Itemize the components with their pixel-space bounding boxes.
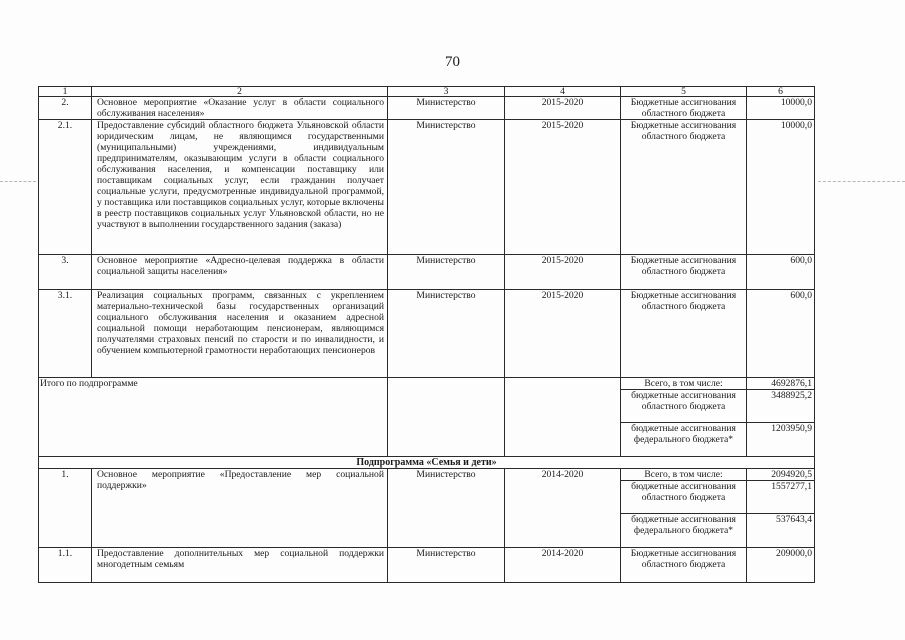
row-name: Основное мероприятие «Адресно-целевая поддержка в области социальной защиты населения» [92,255,388,290]
row-executor: Министерство [388,97,505,120]
table-row [39,255,815,290]
header-row [39,87,815,97]
row-name: Основное мероприятие «Оказание услуг в области социального обслуживания населения» [92,97,388,120]
subprogram-row [39,457,815,469]
row-executor: Министерство [388,548,505,583]
row-name: Реализация социальных программ, связанных с укреплением материально-технической базы государственных организаций социального обслуживания населения и оказанием адресной социальной помощи неработающим пенсионерам, являющимся получателями страховых пенсий по старости и по инвалидности, и обучением компьютерной грамотности неработающих пенсионеров [92,290,388,378]
row-name: Предоставление субсидий областного бюджета Ульяновской области юридическим лицам, не являющимся государственными (муниципальными) учреждениями, индивидуальным предпринимателям, оказывающим услуги в области социального обслуживания населения, и компенсации поставщику или поставщикам социальных услуг, если гражданин получает социальные услуги, предусмотренные индивидуальной программой, у поставщика или поставщиков социальных услуг, которые включены в реестр поставщиков социальных услуг Ульяновской области, но не участвуют в выполнении государственного задания (заказа) [92,120,388,255]
row-source: Бюджетные ассигнования областного бюджета [621,120,747,255]
row-executor: Министерство [388,120,505,255]
family-federal-amount: 537643,4 [747,514,815,548]
total-row [39,378,815,390]
table-row [39,548,815,583]
scan-dash-right [818,181,905,182]
row-number: 2. [39,97,92,120]
header-col-2: 2 [92,87,388,97]
header-col-4: 4 [505,87,621,97]
family-all-label: Всего, в том числе: [621,469,747,481]
total-period-empty [505,378,621,457]
row-source: Бюджетные ассигнования областного бюджета [621,290,747,378]
row-amount: 209000,0 [747,548,815,583]
row-amount: 10000,0 [747,120,815,255]
row-period: 2015-2020 [505,120,621,255]
total-all-amount: 4692876,1 [747,378,815,390]
total-federal-label: бюджетные ассигнования федерального бюджета* [621,423,747,457]
header-col-1: 1 [39,87,92,97]
total-federal-amount: 1203950,9 [747,423,815,457]
row-name: Основное мероприятие «Предоставление мер социальной поддержки» [92,469,388,548]
total-executor-empty [388,378,505,457]
table-row [39,290,815,378]
family-all-amount: 2094920,5 [747,469,815,481]
row-period: 2015-2020 [505,97,621,120]
row-amount: 600,0 [747,290,815,378]
family-regional-label: бюджетные ассигнования областного бюджета [621,481,747,514]
row-number: 3.1. [39,290,92,378]
row-number: 3. [39,255,92,290]
total-regional-amount: 3488925,2 [747,390,815,423]
row-period: 2015-2020 [505,290,621,378]
row-amount: 600,0 [747,255,815,290]
row-executor: Министерство [388,290,505,378]
row-source: Бюджетные ассигнования областного бюджета [621,255,747,290]
family-row [39,469,815,481]
subprogram-title: Подпрограмма «Семья и дети» [39,457,815,469]
row-period: 2014-2020 [505,548,621,583]
total-regional-label: бюджетные ассигнования областного бюджета [621,390,747,423]
total-all-label: Всего, в том числе: [621,378,747,390]
budget-table [38,86,815,583]
family-regional-amount: 1557277,1 [747,481,815,514]
header-col-5: 5 [621,87,747,97]
table-row [39,97,815,120]
row-source: Бюджетные ассигнования областного бюджета [621,548,747,583]
page-number: 70 [445,54,460,70]
row-name: Предоставление дополнительных мер социальной поддержки многодетным семьям [92,548,388,583]
header-col-6: 6 [747,87,815,97]
total-label: Итого по подпрограмме [39,378,388,457]
row-number: 2.1. [39,120,92,255]
row-period: 2015-2020 [505,255,621,290]
table-row [39,120,815,255]
header-col-3: 3 [388,87,505,97]
row-period: 2014-2020 [505,469,621,548]
row-executor: Министерство [388,469,505,548]
row-number: 1. [39,469,92,548]
scan-dash-left [0,181,36,182]
row-executor: Министерство [388,255,505,290]
row-amount: 10000,0 [747,97,815,120]
family-federal-label: бюджетные ассигнования федерального бюджета* [621,514,747,548]
row-source: Бюджетные ассигнования областного бюджета [621,97,747,120]
row-number: 1.1. [39,548,92,583]
